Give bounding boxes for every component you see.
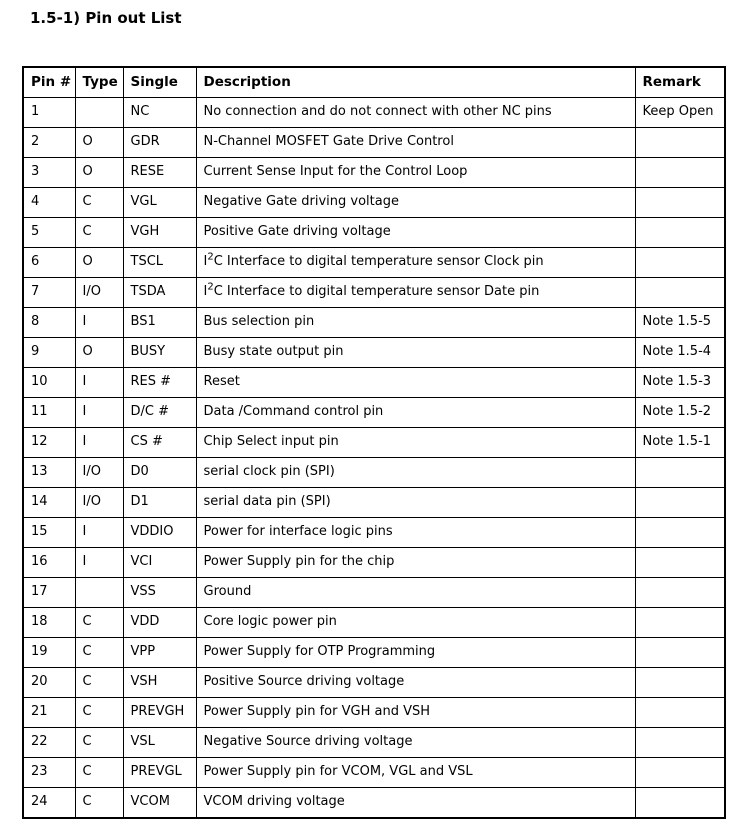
type-cell: C — [75, 728, 123, 758]
single-cell: VCI — [123, 548, 196, 578]
remark-cell — [635, 248, 725, 278]
table-row — [23, 248, 725, 278]
type-cell: O — [75, 158, 123, 188]
description-cell: Busy state output pin — [196, 338, 635, 368]
type-cell — [75, 578, 123, 608]
type-cell: I — [75, 308, 123, 338]
type-cell: I — [75, 368, 123, 398]
pinout-table — [22, 66, 726, 819]
type-cell: O — [75, 128, 123, 158]
type-cell: I — [75, 518, 123, 548]
type-cell: C — [75, 608, 123, 638]
description-cell: Power Supply for OTP Programming — [196, 638, 635, 668]
description-cell: Positive Gate driving voltage — [196, 218, 635, 248]
description-cell: Current Sense Input for the Control Loop — [196, 158, 635, 188]
pin-number-cell: 4 — [23, 188, 75, 218]
description-cell: No connection and do not connect with other NC pins — [196, 98, 635, 128]
description-cell: Positive Source driving voltage — [196, 668, 635, 698]
remark-cell: Note 1.5-2 — [635, 398, 725, 428]
pin-number-cell: 6 — [23, 248, 75, 278]
table-row — [23, 398, 725, 428]
description-cell: Power Supply pin for VCOM, VGL and VSL — [196, 758, 635, 788]
remark-cell: Note 1.5-3 — [635, 368, 725, 398]
table-row — [23, 218, 725, 248]
single-cell: CS # — [123, 428, 196, 458]
pin-number-cell: 1 — [23, 98, 75, 128]
remark-cell — [635, 788, 725, 819]
header-remark: Remark — [635, 67, 725, 98]
pin-number-cell: 16 — [23, 548, 75, 578]
pin-number-cell: 11 — [23, 398, 75, 428]
table-row — [23, 308, 725, 338]
type-cell: C — [75, 758, 123, 788]
pin-number-cell: 24 — [23, 788, 75, 819]
single-cell: VGL — [123, 188, 196, 218]
description-cell: $I^2C$ Interface to digital temperature sensor Date pin — [196, 278, 635, 308]
type-cell: I — [75, 548, 123, 578]
single-cell: BUSY — [123, 338, 196, 368]
pinout-table-body — [23, 98, 725, 819]
pin-number-cell: 14 — [23, 488, 75, 518]
header-type: Type — [75, 67, 123, 98]
remark-cell — [635, 608, 725, 638]
description-cell: Power Supply pin for the chip — [196, 548, 635, 578]
table-row — [23, 368, 725, 398]
single-cell: VCOM — [123, 788, 196, 819]
table-row — [23, 338, 725, 368]
single-cell: RESE — [123, 158, 196, 188]
pin-number-cell: 17 — [23, 578, 75, 608]
remark-cell — [635, 218, 725, 248]
type-cell: C — [75, 668, 123, 698]
description-cell: Negative Gate driving voltage — [196, 188, 635, 218]
pinout-table-header — [23, 67, 725, 98]
description-cell: Data /Command control pin — [196, 398, 635, 428]
table-row — [23, 128, 725, 158]
pin-number-cell: 8 — [23, 308, 75, 338]
single-cell: D0 — [123, 458, 196, 488]
header-pin-number: Pin # — [23, 67, 75, 98]
pin-number-cell: 22 — [23, 728, 75, 758]
single-cell: TSCL — [123, 248, 196, 278]
remark-cell — [635, 698, 725, 728]
type-cell: I/O — [75, 488, 123, 518]
type-cell: I/O — [75, 278, 123, 308]
remark-cell — [635, 278, 725, 308]
remark-cell — [635, 128, 725, 158]
single-cell: VSL — [123, 728, 196, 758]
description-cell: $I^2C$ Interface to digital temperature sensor Clock pin — [196, 248, 635, 278]
remark-cell — [635, 668, 725, 698]
table-row — [23, 518, 725, 548]
table-row — [23, 458, 725, 488]
type-cell: I — [75, 398, 123, 428]
table-row — [23, 428, 725, 458]
remark-cell — [635, 458, 725, 488]
pin-number-cell: 15 — [23, 518, 75, 548]
single-cell: TSDA — [123, 278, 196, 308]
pin-number-cell: 21 — [23, 698, 75, 728]
table-row — [23, 728, 725, 758]
single-cell: PREVGL — [123, 758, 196, 788]
table-row — [23, 188, 725, 218]
single-cell: GDR — [123, 128, 196, 158]
remark-cell — [635, 488, 725, 518]
description-cell: N-Channel MOSFET Gate Drive Control — [196, 128, 635, 158]
type-cell — [75, 98, 123, 128]
table-row — [23, 578, 725, 608]
remark-cell — [635, 638, 725, 668]
pin-number-cell: 5 — [23, 218, 75, 248]
single-cell: VDDIO — [123, 518, 196, 548]
pin-number-cell: 10 — [23, 368, 75, 398]
remark-cell: Note 1.5-1 — [635, 428, 725, 458]
pin-number-cell: 19 — [23, 638, 75, 668]
table-row — [23, 758, 725, 788]
type-cell: I — [75, 428, 123, 458]
pin-number-cell: 18 — [23, 608, 75, 638]
table-row — [23, 158, 725, 188]
table-row — [23, 668, 725, 698]
remark-cell — [635, 758, 725, 788]
type-cell: C — [75, 638, 123, 668]
single-cell: D/C # — [123, 398, 196, 428]
single-cell: VSS — [123, 578, 196, 608]
table-row — [23, 488, 725, 518]
pin-number-cell: 2 — [23, 128, 75, 158]
single-cell: D1 — [123, 488, 196, 518]
type-cell: C — [75, 218, 123, 248]
description-cell: Core logic power pin — [196, 608, 635, 638]
type-cell: O — [75, 248, 123, 278]
type-cell: C — [75, 188, 123, 218]
single-cell: VSH — [123, 668, 196, 698]
header-single: Single — [123, 67, 196, 98]
description-cell: Reset — [196, 368, 635, 398]
remark-cell — [635, 548, 725, 578]
table-row — [23, 608, 725, 638]
table-row — [23, 98, 725, 128]
pin-number-cell: 20 — [23, 668, 75, 698]
remark-cell: Keep Open — [635, 98, 725, 128]
type-cell: I/O — [75, 458, 123, 488]
table-row — [23, 698, 725, 728]
remark-cell: Note 1.5-5 — [635, 308, 725, 338]
table-row — [23, 278, 725, 308]
remark-cell — [635, 188, 725, 218]
pin-number-cell: 9 — [23, 338, 75, 368]
remark-cell — [635, 518, 725, 548]
single-cell: BS1 — [123, 308, 196, 338]
single-cell: VDD — [123, 608, 196, 638]
description-cell: Power Supply pin for VGH and VSH — [196, 698, 635, 728]
header-description: Description — [196, 67, 635, 98]
type-cell: C — [75, 698, 123, 728]
description-cell: Power for interface logic pins — [196, 518, 635, 548]
description-cell: Chip Select input pin — [196, 428, 635, 458]
section-title: 1.5-1) Pin out List — [30, 9, 182, 27]
header-row — [23, 67, 725, 98]
single-cell: VPP — [123, 638, 196, 668]
pin-number-cell: 23 — [23, 758, 75, 788]
remark-cell: Note 1.5-4 — [635, 338, 725, 368]
single-cell: VGH — [123, 218, 196, 248]
description-cell: VCOM driving voltage — [196, 788, 635, 819]
table-row — [23, 638, 725, 668]
single-cell: NC — [123, 98, 196, 128]
pin-number-cell: 13 — [23, 458, 75, 488]
description-cell: Bus selection pin — [196, 308, 635, 338]
description-cell: Negative Source driving voltage — [196, 728, 635, 758]
pin-number-cell: 3 — [23, 158, 75, 188]
single-cell: PREVGH — [123, 698, 196, 728]
remark-cell — [635, 728, 725, 758]
remark-cell — [635, 158, 725, 188]
pin-number-cell: 12 — [23, 428, 75, 458]
description-cell: serial clock pin (SPI) — [196, 458, 635, 488]
description-cell: Ground — [196, 578, 635, 608]
type-cell: O — [75, 338, 123, 368]
table-row — [23, 788, 725, 819]
type-cell: C — [75, 788, 123, 819]
single-cell: RES # — [123, 368, 196, 398]
description-cell: serial data pin (SPI) — [196, 488, 635, 518]
pin-number-cell: 7 — [23, 278, 75, 308]
table-row — [23, 548, 725, 578]
remark-cell — [635, 578, 725, 608]
